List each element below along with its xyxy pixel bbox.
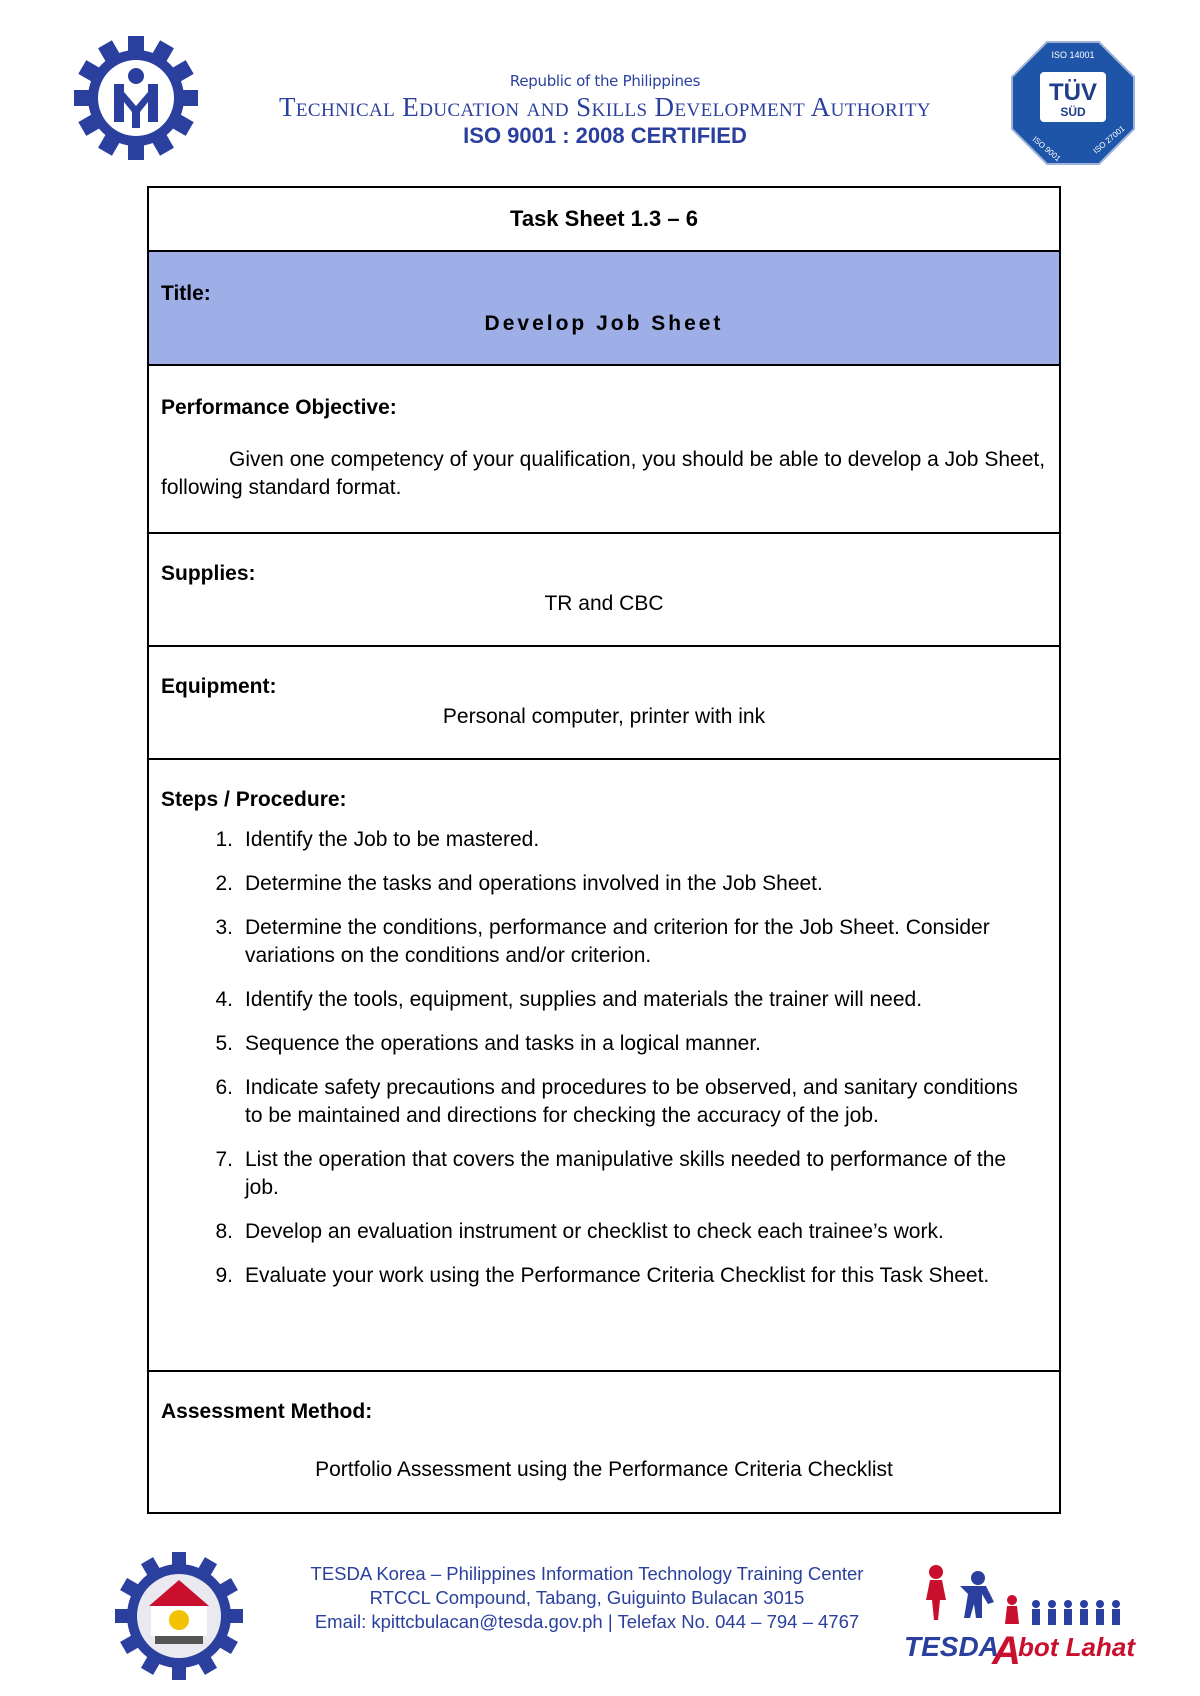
step-number: 6. [215,1076,233,1099]
agency-header [205,72,1005,149]
list-item [161,826,1047,854]
steps-label: Steps / Procedure: [161,788,347,811]
list-item [161,1074,1047,1130]
supplies-section [149,532,1059,645]
list-item [161,1146,1047,1202]
title-section [149,250,1059,364]
list-item [161,1218,1047,1246]
assessment-label: Assessment Method: [161,1400,373,1423]
step-number: 9. [215,1264,233,1287]
title-label: Title: [161,282,211,305]
step-text: Evaluate your work using the Performance Criteria Checklist for this Task Sheet. [245,1264,990,1287]
republic-label: Republic of the Philippines [509,72,701,90]
tuv-right-label: ISO 27001 [1091,124,1127,156]
objective-text: Given one competency of your qualification, you should be able to develop a Job Sheet, following standard format. [161,448,1046,499]
step-number: 1. [215,828,233,851]
step-number: 7. [215,1148,233,1171]
objective-section [149,364,1059,532]
logo-a-letter: A [992,1629,1021,1672]
tuv-certification-badge [1010,40,1136,166]
list-item [161,870,1047,898]
assessment-value: Portfolio Assessment using the Performance Criteria Checklist [315,1458,893,1481]
tesda-abot-lahat-logo [900,1552,1140,1672]
logo-tesda-text: TESDA [904,1631,999,1662]
list-item [161,1030,1047,1058]
objective-label: Performance Objective: [161,396,397,419]
agency-name: Technical Education and Skills Development Authority [279,92,931,122]
equipment-value: Personal computer, printer with ink [442,705,766,728]
step-number: 2. [215,872,233,895]
step-text: Determine the conditions, performance and criterion for the Job Sheet. Consider variations on the conditions and/or criterion. [245,916,990,967]
iso-certification: ISO 9001 : 2008 CERTIFIED [463,123,747,148]
step-text: Identify the Job to be mastered. [245,828,540,851]
step-number: 5. [215,1032,233,1055]
step-number: 4. [215,988,233,1011]
step-text: List the operation that covers the manipulative skills needed to performance of the job. [245,1148,1007,1199]
task-sheet-heading: Task Sheet 1.3 – 6 [510,206,698,231]
tesda-gear-logo [74,36,198,160]
footer-contact-info: Email: kpittcbulacan@tesda.gov.ph | Telefax No. 044 – 794 – 4767 [314,1611,860,1632]
tuv-left-label: ISO 9001 [1030,134,1063,164]
task-sheet-table [147,186,1061,1514]
footer-contact [262,1562,912,1634]
title-value: Develop Job Sheet [484,312,724,335]
supplies-value: TR and CBC [544,592,664,615]
supplies-label: Supplies: [161,562,256,585]
step-number: 3. [215,916,233,939]
step-text: Determine the tasks and operations involved in the Job Sheet. [245,872,823,895]
footer-address: RTCCL Compound, Tabang, Guiguinto Bulacan 3015 [369,1587,805,1608]
step-text: Indicate safety precautions and procedures to be observed, and sanitary conditions to be maintained and directions for checking the accuracy of the job. [245,1076,1018,1127]
step-text: Identify the tools, equipment, supplies and materials the trainer will need. [245,988,923,1011]
equipment-label: Equipment: [161,675,277,698]
assessment-section [149,1370,1059,1512]
list-item [161,986,1047,1014]
list-item [161,1262,1047,1290]
steps-list [161,826,1047,1290]
tuv-name: TÜV [1049,79,1097,106]
tesda-korea-seal [115,1552,243,1680]
steps-section [149,758,1059,1370]
list-item [161,914,1047,970]
footer-center-name: TESDA Korea – Philippines Information Technology Training Center [310,1563,864,1584]
tuv-sub: SÜD [1060,105,1086,119]
tuv-top-label: ISO 14001 [1051,50,1095,60]
step-number: 8. [215,1220,233,1243]
equipment-section [149,645,1059,758]
logo-abot-text: bot Lahat [1018,1632,1135,1662]
step-text: Develop an evaluation instrument or checklist to check each trainee’s work. [245,1220,944,1243]
step-text: Sequence the operations and tasks in a logical manner. [245,1032,762,1055]
